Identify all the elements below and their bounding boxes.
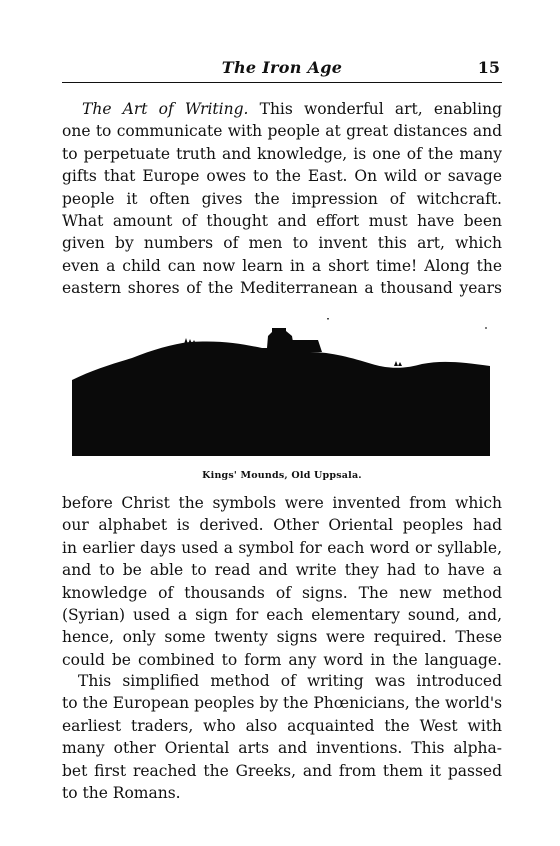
text-line: eastern shores of the Mediterranean a thousand years [62, 279, 502, 298]
text-line: one to communicate with people at great distances and [62, 122, 502, 141]
text-line: hence, only some twenty signs were required. These [62, 628, 502, 647]
text-line: to the European peoples by the Phœnicians, the world's [62, 694, 503, 713]
trees-on-mound [184, 338, 196, 344]
text-line: people it often gives the impression of witchcraft. [62, 189, 502, 208]
mounds-silhouette [72, 318, 490, 456]
figure-caption: Kings' Mounds, Old Uppsala. [202, 470, 362, 481]
text-line: in earlier days used a symbol for each word or syllable, [62, 538, 502, 557]
kings-mounds-illustration [72, 318, 490, 456]
text-line: gifts that Europe owes to the East. On wild or savage [62, 167, 502, 186]
text-line: given by numbers of men to invent this art, which [62, 234, 502, 253]
section-run-in-heading: The Art of Writing. [82, 100, 249, 118]
paragraph-art-of-writing [62, 98, 502, 300]
running-head-title: The Iron Age [221, 58, 343, 77]
text-line: bet first reached the Greeks, and from them it passed [62, 761, 502, 780]
running-header [62, 58, 502, 83]
text-line: our alphabet is derived. Other Oriental peoples had [62, 516, 502, 535]
trees-right [394, 361, 402, 366]
text-line: to perpetuate truth and knowledge, is one of the many [62, 144, 502, 163]
paragraph-phoenicians [62, 670, 502, 804]
text-line: (Syrian) used a sign for each elementary sound, and, [62, 605, 502, 624]
text-line: could be combined to form any word in the language. [62, 650, 502, 669]
church-tower [272, 328, 286, 354]
distant-speck [485, 327, 487, 329]
text-line [62, 98, 502, 120]
text-line: What amount of thought and effort must have been [62, 211, 502, 230]
text-line: earliest traders, who also acquainted the West with [62, 716, 502, 735]
text-line: even a child can now learn in a short time! Along the [62, 256, 502, 275]
church-roof [286, 340, 322, 352]
page-number: 15 [477, 58, 500, 77]
text-line: many other Oriental arts and inventions. This alpha- [62, 739, 502, 758]
text-line: before Christ the symbols were invented from which [62, 494, 502, 512]
text-line: to the Romans. [62, 783, 181, 802]
paragraph-alphabet-origin [62, 492, 502, 671]
text-line: This simplified method of writing was introduced [78, 672, 502, 690]
text-line: and to be able to read and write they had to have a [62, 561, 502, 580]
text-line-rest: This wonderful art, enabling [259, 100, 502, 118]
distant-speck [327, 318, 329, 320]
text-line: knowledge of thousands of signs. The new method [62, 583, 502, 602]
